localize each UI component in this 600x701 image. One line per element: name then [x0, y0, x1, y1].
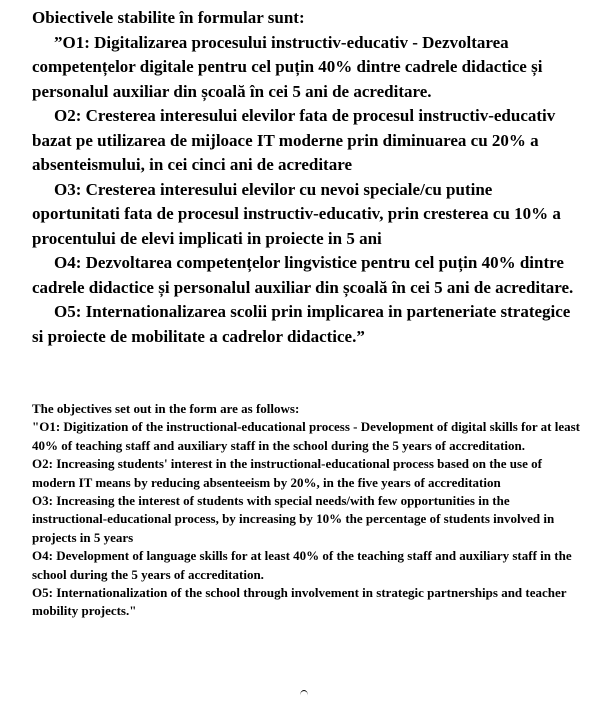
english-objective-o5: O5: Internationalization of the school through involvement in strategic partnerships and teacher mobility projects." — [32, 585, 567, 619]
english-objective-o4: O4: Development of language skills for at least 40% of the teaching staff and auxiliary staff in the school during the 5 years of accreditation. — [32, 548, 572, 582]
english-objective-o3: O3: Increasing the interest of students with special needs/with few opportunities in the instructional-educational process, by increasing by 10% the percentage of students involved in projects in 5 years — [32, 493, 555, 545]
english-objective-o2: O2: Increasing students' interest in the instructional-educational process based on the use of modern IT means by reducing absenteeism by 20%, in the five years of accreditation — [32, 456, 542, 490]
romanian-objectives-section — [32, 6, 580, 349]
romanian-heading: Obiectivele stabilite în formular sunt: — [32, 8, 305, 27]
english-objective-o1: "O1: Digitization of the instructional-educational process - Development of digital skills for at least 40% of teaching staff and auxiliary staff in the school during the 5 years of accreditation. — [32, 419, 581, 453]
english-heading: The objectives set out in the form are as follows: — [32, 401, 300, 416]
page-number-mark — [300, 690, 308, 701]
romanian-objective-o4: O4: Dezvoltarea competențelor lingvistice pentru cel puțin 40% dintre cadrele didactice și personalul auxiliar din școală în cei 5 ani de acreditare. — [32, 253, 574, 297]
english-objectives-section — [32, 400, 580, 621]
romanian-objective-o5: O5: Internationalizarea scolii prin implicarea in parteneriate strategice si proiecte de mobilitate a cadrelor didactice.” — [32, 302, 571, 346]
romanian-objective-o2: O2: Cresterea interesului elevilor fata de procesul instructiv-educativ bazat pe utilizarea de mijloace IT moderne prin diminuarea cu 20% a absenteismului, in cei cinci ani de acreditare — [32, 106, 556, 174]
romanian-objective-o3: O3: Cresterea interesului elevilor cu nevoi speciale/cu putine oportunitati fata de procesul instructiv-educativ, prin cresterea cu 10% a procentului de elevi implicati in proiecte in 5 ani — [32, 179, 561, 248]
romanian-objective-o1: ”O1: Digitalizarea procesului instructiv-educativ - Dezvoltarea competențelor digitale pentru cel puțin 40% dintre cadrele didactice și personalul auxiliar din școală în cei 5 ani de acreditare. — [32, 32, 543, 101]
